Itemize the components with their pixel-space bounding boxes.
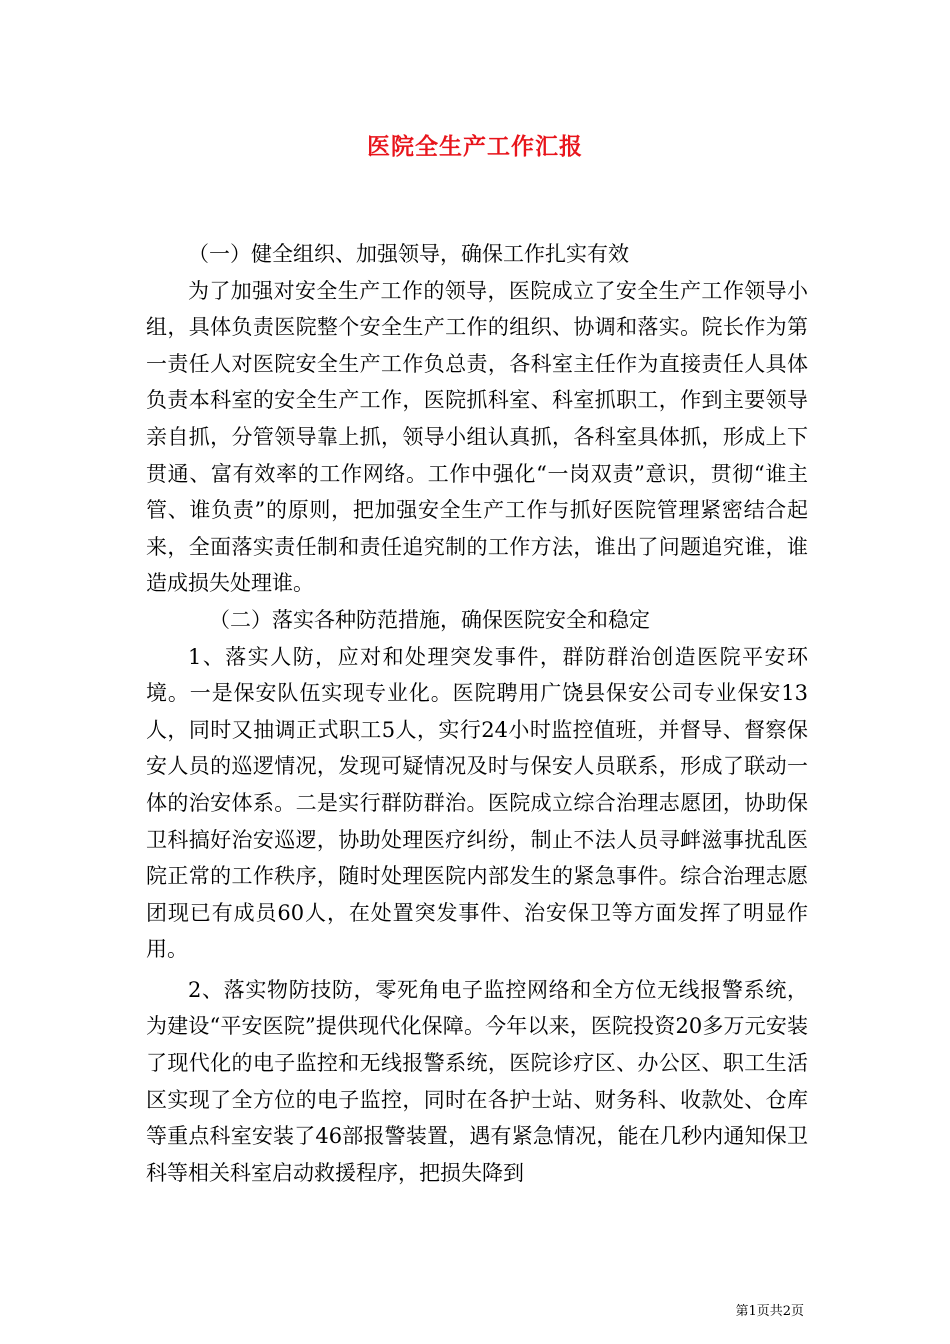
paragraph-1: 为了加强对安全生产工作的领导，医院成立了安全生产工作领导小组，具体负责医院整个安全生产工作的组织、协调和落实。院长作为第一责任人对医院安全生产工作负总责，各科室主任作为直接责任人具体负责本科室的安全生产工作，医院抓科室、科室抓职工，作到主要领导亲自抓，分管领导靠上抓，领导小组认真抓，各科室具体抓，形成上下贯通、富有效率的工作网络。工作中强化“一岗双责”意识，贯彻“谁主管、谁负责”的原则，把加强安全生产工作与抓好医院管理紧密结合起来，全面落实责任制和责任追究制的工作方法，谁出了问题追究谁，谁造成损失处理谁。 <box>146 278 808 596</box>
section-heading-1: （一）健全组织、加强领导，确保工作扎实有效 <box>188 242 629 266</box>
paragraph-2: 1、落实人防，应对和处理突发事件，群防群治创造医院平安环境。一是保安队伍实现专业化。医院聘用广饶县保安公司专业保安13人，同时又抽调正式职工5人，实行24小时监控值班，并督导、督察保安人员的巡逻情况，发现可疑情况及时与保安人员联系，形成了联动一体的治安体系。二是实行群防群治。医院成立综合治理志愿团，协助保卫科搞好治安巡逻，协助处理医疗纠纷，制止不法人员寻衅滋事扰乱医院正常的工作秩序，随时处理医院内部发生的紧急事件。综合治理志愿团现已有成员60人，在处置突发事件、治安保卫等方面发挥了明显作用。 <box>146 644 808 962</box>
page-number-footer: 第1页共2页 <box>735 1304 804 1319</box>
paragraph-3: 2、落实物防技防，零死角电子监控网络和全方位无线报警系统，为建设“平安医院”提供现代化保障。今年以来，医院投资20多万元安装了现代化的电子监控和无线报警系统，医院诊疗区、办公区、职工生活区实现了全方位的电子监控，同时在各护士站、财务科、收款处、仓库等重点科室安装了46部报警装置，遇有紧急情况，能在几秒内通知保卫科等相关科室启动救援程序，把损失降到 <box>146 977 808 1185</box>
document-body <box>146 236 808 1191</box>
section-heading-2: （二）落实各种防范措施，确保医院安全和稳定 <box>209 607 650 632</box>
document-title: 医院全生产工作汇报 <box>367 133 583 160</box>
